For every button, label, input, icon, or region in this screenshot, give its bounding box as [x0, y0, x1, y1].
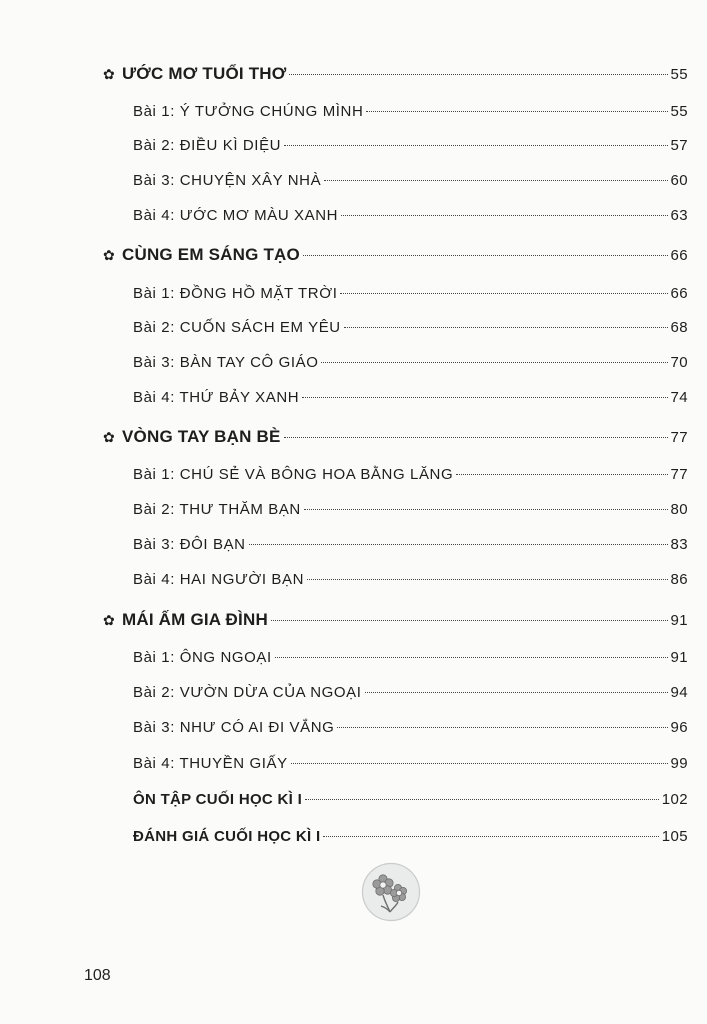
page-ref: 91 — [670, 649, 688, 666]
dot-leader — [284, 436, 668, 438]
toc-review[interactable] — [133, 828, 688, 850]
page-ref: 68 — [670, 319, 688, 336]
lesson-title: Bài 4: THUYỀN GIẤY — [133, 755, 288, 772]
lesson-title: Bài 4: THỨ BẢY XANH — [133, 389, 300, 406]
page-ref: 66 — [670, 247, 688, 264]
page-ref: 66 — [670, 285, 688, 302]
flower-bullet-icon: ✿ — [103, 612, 115, 628]
page-ref: 96 — [670, 719, 688, 736]
flower-bullet-icon: ✿ — [103, 429, 115, 445]
toc-lesson[interactable] — [133, 354, 688, 376]
toc-lesson[interactable] — [133, 536, 688, 558]
dot-leader — [249, 543, 668, 545]
page-ref: 77 — [670, 429, 688, 446]
toc-section[interactable] — [103, 610, 688, 632]
dot-leader — [291, 762, 668, 764]
toc-lesson[interactable] — [133, 684, 688, 706]
page-ref: 60 — [670, 172, 688, 189]
flower-bullet-icon: ✿ — [103, 247, 115, 263]
page-number: 108 — [84, 967, 111, 984]
lesson-title: Bài 3: NHƯ CÓ AI ĐI VẮNG — [133, 719, 335, 736]
toc-lesson[interactable] — [133, 466, 688, 488]
dot-leader — [275, 656, 668, 658]
toc-lesson[interactable] — [133, 501, 688, 523]
dot-leader — [307, 578, 667, 580]
dot-leader — [304, 508, 668, 510]
lesson-title: Bài 2: VƯỜN DỪA CỦA NGOẠI — [133, 684, 362, 701]
dot-leader — [344, 326, 668, 328]
lesson-title: Bài 3: ĐÔI BẠN — [133, 536, 246, 553]
section-title: VÒNG TAY BẠN BÈ — [122, 427, 281, 446]
lesson-title: Bài 4: ƯỚC MƠ MÀU XANH — [133, 207, 339, 224]
toc-lesson[interactable] — [133, 172, 688, 194]
lesson-title: Bài 2: ĐIỀU KÌ DIỆU — [133, 137, 282, 154]
page-ref: 94 — [670, 684, 688, 701]
dot-leader — [365, 691, 668, 693]
page-ref: 86 — [670, 571, 688, 588]
lesson-title: Bài 1: ĐỒNG HỒ MẶT TRỜI — [133, 285, 338, 302]
page-ref: 77 — [670, 466, 688, 483]
section-title: ƯỚC MƠ TUỔI THƠ — [122, 64, 287, 83]
toc-lesson[interactable] — [133, 719, 688, 741]
toc-lesson[interactable] — [133, 755, 688, 777]
dot-leader — [337, 726, 667, 728]
review-title: ÔN TẬP CUỐI HỌC KÌ I — [133, 791, 303, 808]
page-ref: 55 — [670, 103, 688, 120]
dot-leader — [366, 110, 667, 112]
dot-leader — [324, 179, 667, 181]
dot-leader — [321, 361, 667, 363]
toc-lesson[interactable] — [133, 137, 688, 159]
section-title: MÁI ẤM GIA ĐÌNH — [122, 610, 268, 629]
page-ref: 70 — [670, 354, 688, 371]
lesson-title: Bài 1: CHÚ SẺ VÀ BÔNG HOA BẰNG LĂNG — [133, 466, 454, 483]
toc-section[interactable] — [103, 427, 688, 449]
review-title: ĐÁNH GIÁ CUỐI HỌC KÌ I — [133, 828, 321, 845]
dot-leader — [456, 473, 667, 475]
lesson-title: Bài 2: CUỐN SÁCH EM YÊU — [133, 319, 341, 336]
page-ref: 105 — [661, 828, 688, 845]
lesson-title: Bài 3: CHUYỆN XÂY NHÀ — [133, 172, 322, 189]
dot-leader — [302, 396, 667, 398]
dot-leader — [303, 254, 668, 256]
page-ref: 63 — [670, 207, 688, 224]
lesson-title: Bài 1: ÔNG NGOẠI — [133, 649, 272, 666]
dot-leader — [341, 214, 667, 216]
toc-lesson[interactable] — [133, 571, 688, 593]
dot-leader — [271, 619, 668, 621]
toc-lesson[interactable] — [133, 649, 688, 671]
lesson-title: Bài 2: THƯ THĂM BẠN — [133, 501, 301, 518]
page-ref: 80 — [670, 501, 688, 518]
page-ref: 91 — [670, 612, 688, 629]
lesson-title: Bài 3: BÀN TAY CÔ GIÁO — [133, 354, 319, 371]
flower-badge-icon — [361, 862, 421, 922]
lesson-title: Bài 4: HAI NGƯỜI BẠN — [133, 571, 305, 588]
toc-section[interactable] — [103, 245, 688, 267]
page-ref: 83 — [670, 536, 688, 553]
flower-bullet-icon: ✿ — [103, 66, 115, 82]
dot-leader — [323, 835, 658, 837]
toc-lesson[interactable] — [133, 389, 688, 411]
lesson-title: Bài 1: Ý TƯỞNG CHÚNG MÌNH — [133, 103, 364, 120]
dot-leader — [340, 292, 667, 294]
section-title: CÙNG EM SÁNG TẠO — [122, 245, 300, 264]
toc-lesson[interactable] — [133, 207, 688, 229]
toc-section[interactable] — [103, 64, 688, 86]
toc-lesson[interactable] — [133, 285, 688, 307]
page-ref: 74 — [670, 389, 688, 406]
dot-leader — [305, 798, 659, 800]
page-ref: 102 — [661, 791, 688, 808]
page-ref: 57 — [670, 137, 688, 154]
dot-leader — [289, 73, 667, 75]
dot-leader — [284, 144, 667, 146]
toc-lesson[interactable] — [133, 103, 688, 125]
toc-lesson[interactable] — [133, 319, 688, 341]
page-ref: 55 — [670, 66, 688, 83]
toc-review[interactable] — [133, 791, 688, 813]
page-ref: 99 — [670, 755, 688, 772]
